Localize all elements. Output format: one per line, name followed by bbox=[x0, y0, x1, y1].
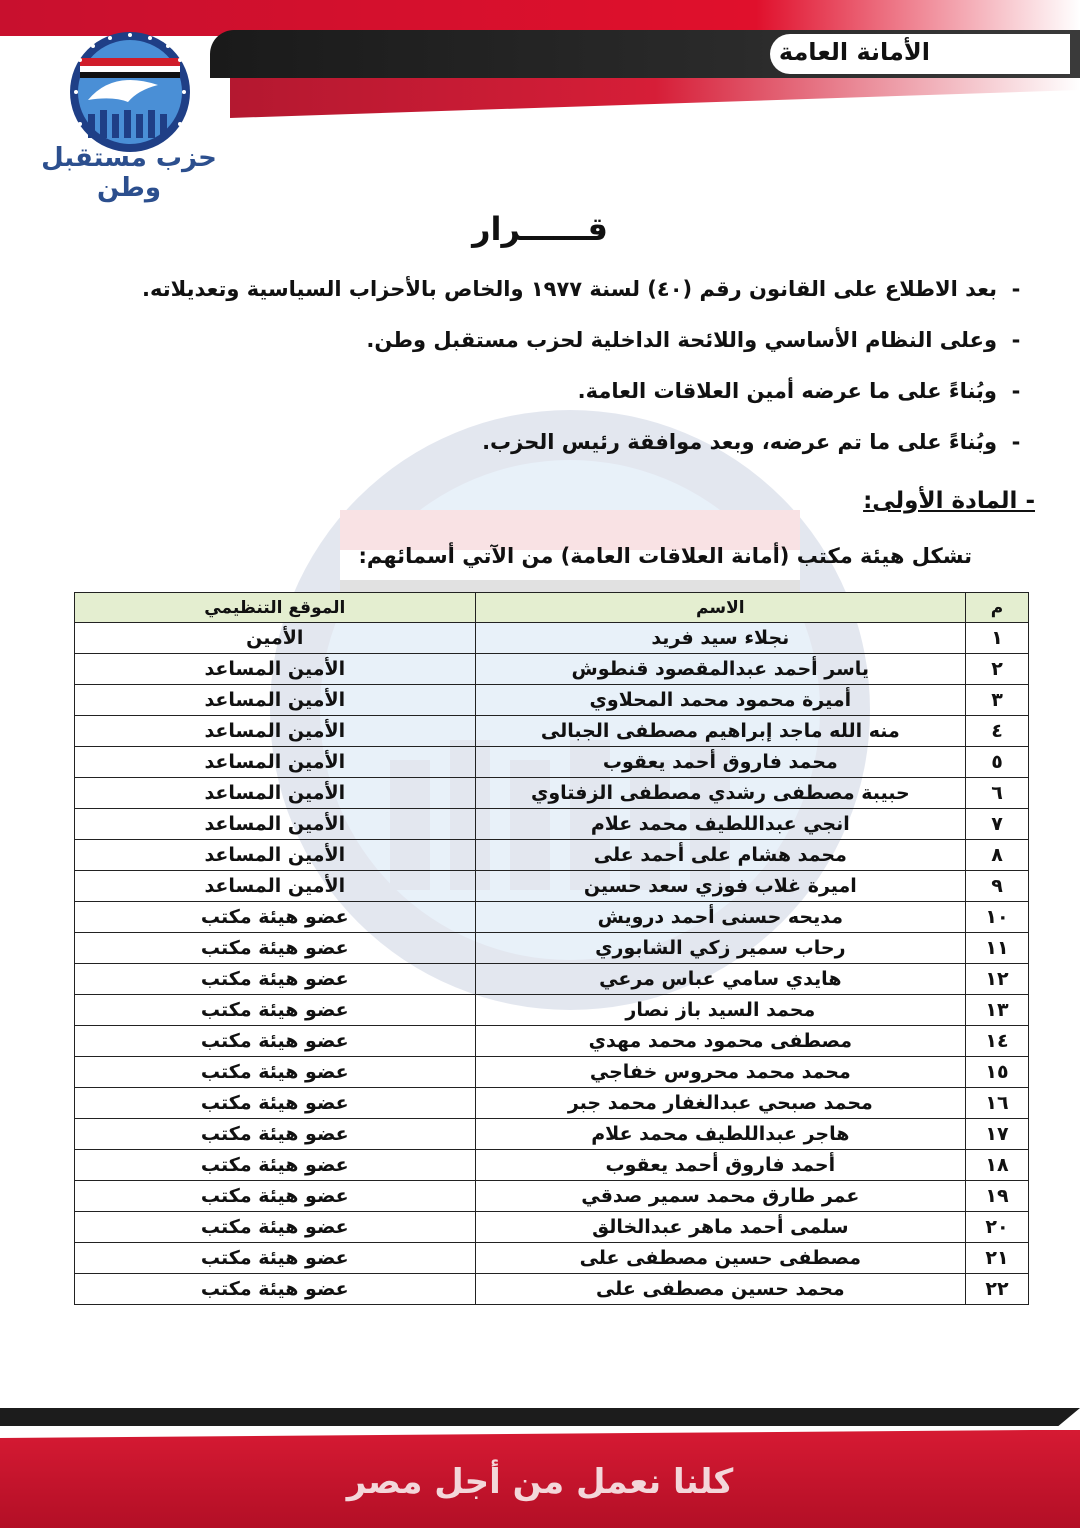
cell-role: عضو هيئة مكتب bbox=[75, 1088, 476, 1119]
cell-name: عمر طارق محمد سمير صدقي bbox=[475, 1181, 965, 1212]
clause-marker: - bbox=[1011, 277, 1021, 301]
cell-num: ٢١ bbox=[966, 1243, 1029, 1274]
article-intro: تشكل هيئة مكتب (أمانة العلاقات العامة) من الآتي أسمائهم: bbox=[358, 544, 972, 568]
footer-slogan: كلنا نعمل من أجل مصر bbox=[346, 1462, 734, 1502]
clause-text: وعلى النظام الأساسي واللائحة الداخلية لحزب مستقبل وطن. bbox=[366, 328, 997, 352]
cell-role: عضو هيئة مكتب bbox=[75, 1057, 476, 1088]
cell-num: ٢ bbox=[966, 654, 1029, 685]
cell-role: عضو هيئة مكتب bbox=[75, 1274, 476, 1305]
cell-role: الأمين المساعد bbox=[75, 716, 476, 747]
cell-num: ١٧ bbox=[966, 1119, 1029, 1150]
footer-black-band bbox=[0, 1408, 1080, 1426]
cell-num: ٢٠ bbox=[966, 1212, 1029, 1243]
table-row bbox=[75, 995, 1029, 1026]
article-heading: - المادة الأولى: bbox=[863, 488, 1035, 514]
cell-num: ١٥ bbox=[966, 1057, 1029, 1088]
cell-name: مصطفى حسين مصطفى على bbox=[475, 1243, 965, 1274]
cell-name: حبيبة مصطفى رشدي مصطفى الزفتاوي bbox=[475, 778, 965, 809]
cell-name: اميرة غلاب فوزي سعد حسين bbox=[475, 871, 965, 902]
cell-num: ١٠ bbox=[966, 902, 1029, 933]
cell-name: محمد فاروق أحمد يعقوب bbox=[475, 747, 965, 778]
decree-clauses bbox=[135, 270, 1035, 474]
cell-name: محمد محمد محروس خفاجي bbox=[475, 1057, 965, 1088]
table-row bbox=[75, 685, 1029, 716]
cell-num: ٤ bbox=[966, 716, 1029, 747]
header-name: الاسم bbox=[475, 593, 965, 623]
cell-role: الأمين المساعد bbox=[75, 840, 476, 871]
cell-name: نجلاء سيد فريد bbox=[475, 623, 965, 654]
table-row bbox=[75, 1243, 1029, 1274]
table-row bbox=[75, 809, 1029, 840]
cell-name: مصطفى محمود محمد مهدي bbox=[475, 1026, 965, 1057]
table-row bbox=[75, 1181, 1029, 1212]
cell-name: محمد هشام على أحمد على bbox=[475, 840, 965, 871]
cell-num: ٨ bbox=[966, 840, 1029, 871]
party-name-logo-text: حزب مستقبل وطن bbox=[41, 143, 217, 203]
cell-num: ١٤ bbox=[966, 1026, 1029, 1057]
cell-name: ياسر أحمد عبدالمقصود قنطوش bbox=[475, 654, 965, 685]
cell-role: عضو هيئة مكتب bbox=[75, 1243, 476, 1274]
cell-num: ١٩ bbox=[966, 1181, 1029, 1212]
cell-name: هاجر عبداللطيف محمد علام bbox=[475, 1119, 965, 1150]
cell-role: عضو هيئة مكتب bbox=[75, 933, 476, 964]
table-row bbox=[75, 1119, 1029, 1150]
table-row bbox=[75, 716, 1029, 747]
table-row bbox=[75, 1274, 1029, 1305]
clause-item bbox=[135, 270, 1035, 321]
cell-role: عضو هيئة مكتب bbox=[75, 1119, 476, 1150]
cell-role: الأمين المساعد bbox=[75, 685, 476, 716]
cell-name: رحاب سمير زكي الشابوري bbox=[475, 933, 965, 964]
cell-name: محمد السيد باز نصار bbox=[475, 995, 965, 1026]
cell-role: الأمين المساعد bbox=[75, 747, 476, 778]
header-num: م bbox=[966, 593, 1029, 623]
cell-num: ١٦ bbox=[966, 1088, 1029, 1119]
cell-num: ٧ bbox=[966, 809, 1029, 840]
cell-num: ١١ bbox=[966, 933, 1029, 964]
cell-role: الأمين المساعد bbox=[75, 778, 476, 809]
cell-role: عضو هيئة مكتب bbox=[75, 1026, 476, 1057]
clause-item bbox=[135, 321, 1035, 372]
cell-num: ١٢ bbox=[966, 964, 1029, 995]
header-red-swoosh bbox=[230, 78, 1080, 118]
table-row bbox=[75, 778, 1029, 809]
table-row bbox=[75, 840, 1029, 871]
clause-marker: - bbox=[1011, 430, 1021, 454]
header-role: الموقع التنظيمي bbox=[75, 593, 476, 623]
table-row bbox=[75, 1212, 1029, 1243]
cell-num: ١٣ bbox=[966, 995, 1029, 1026]
cell-name: محمد صبحي عبدالغفار محمد جبر bbox=[475, 1088, 965, 1119]
cell-role: الأمين bbox=[75, 623, 476, 654]
cell-name: هايدي سامي عباس مرعي bbox=[475, 964, 965, 995]
clause-text: وبُناءً على ما عرضه أمين العلاقات العامة. bbox=[577, 379, 997, 403]
cell-role: عضو هيئة مكتب bbox=[75, 964, 476, 995]
cell-num: ٦ bbox=[966, 778, 1029, 809]
table-row bbox=[75, 747, 1029, 778]
cell-role: عضو هيئة مكتب bbox=[75, 1181, 476, 1212]
clause-text: بعد الاطلاع على القانون رقم (٤٠) لسنة ١٩٧٧ والخاص بالأحزاب السياسية وتعديلاته. bbox=[142, 277, 997, 301]
cell-role: عضو هيئة مكتب bbox=[75, 1212, 476, 1243]
table-row bbox=[75, 871, 1029, 902]
table-row bbox=[75, 623, 1029, 654]
cell-num: ٥ bbox=[966, 747, 1029, 778]
cell-role: الأمين المساعد bbox=[75, 809, 476, 840]
table-row bbox=[75, 1026, 1029, 1057]
cell-num: ٢٢ bbox=[966, 1274, 1029, 1305]
cell-name: انجي عبداللطيف محمد علام bbox=[475, 809, 965, 840]
cell-name: سلمى أحمد ماهر عبدالخالق bbox=[475, 1212, 965, 1243]
table-header-row bbox=[75, 593, 1029, 623]
table-row bbox=[75, 964, 1029, 995]
clause-item bbox=[135, 423, 1035, 474]
table-row bbox=[75, 902, 1029, 933]
cell-num: ١٨ bbox=[966, 1150, 1029, 1181]
table-row bbox=[75, 654, 1029, 685]
clause-marker: - bbox=[1011, 328, 1021, 352]
cell-name: منه الله ماجد إبراهيم مصطفى الجبالى bbox=[475, 716, 965, 747]
cell-name: أحمد فاروق أحمد يعقوب bbox=[475, 1150, 965, 1181]
clause-item bbox=[135, 372, 1035, 423]
cell-name: محمد حسين مصطفى على bbox=[475, 1274, 965, 1305]
cell-num: ٣ bbox=[966, 685, 1029, 716]
table-row bbox=[75, 933, 1029, 964]
cell-num: ٩ bbox=[966, 871, 1029, 902]
cell-role: الأمين المساعد bbox=[75, 654, 476, 685]
table-row bbox=[75, 1088, 1029, 1119]
clause-text: وبُناءً على ما تم عرضه، وبعد موافقة رئيس الحزب. bbox=[482, 430, 997, 454]
cell-role: عضو هيئة مكتب bbox=[75, 902, 476, 933]
members-table bbox=[74, 592, 1029, 1305]
cell-role: الأمين المساعد bbox=[75, 871, 476, 902]
cell-role: عضو هيئة مكتب bbox=[75, 995, 476, 1026]
cell-name: أميرة محمود محمد المحلاوي bbox=[475, 685, 965, 716]
cell-role: عضو هيئة مكتب bbox=[75, 1150, 476, 1181]
section-title: الأمانة العامة bbox=[778, 38, 930, 66]
cell-num: ١ bbox=[966, 623, 1029, 654]
table-row bbox=[75, 1150, 1029, 1181]
clause-marker: - bbox=[1011, 379, 1021, 403]
cell-name: مديحه حسنى أحمد درويش bbox=[475, 902, 965, 933]
decree-title: قــــــرار bbox=[472, 210, 608, 248]
table-row bbox=[75, 1057, 1029, 1088]
